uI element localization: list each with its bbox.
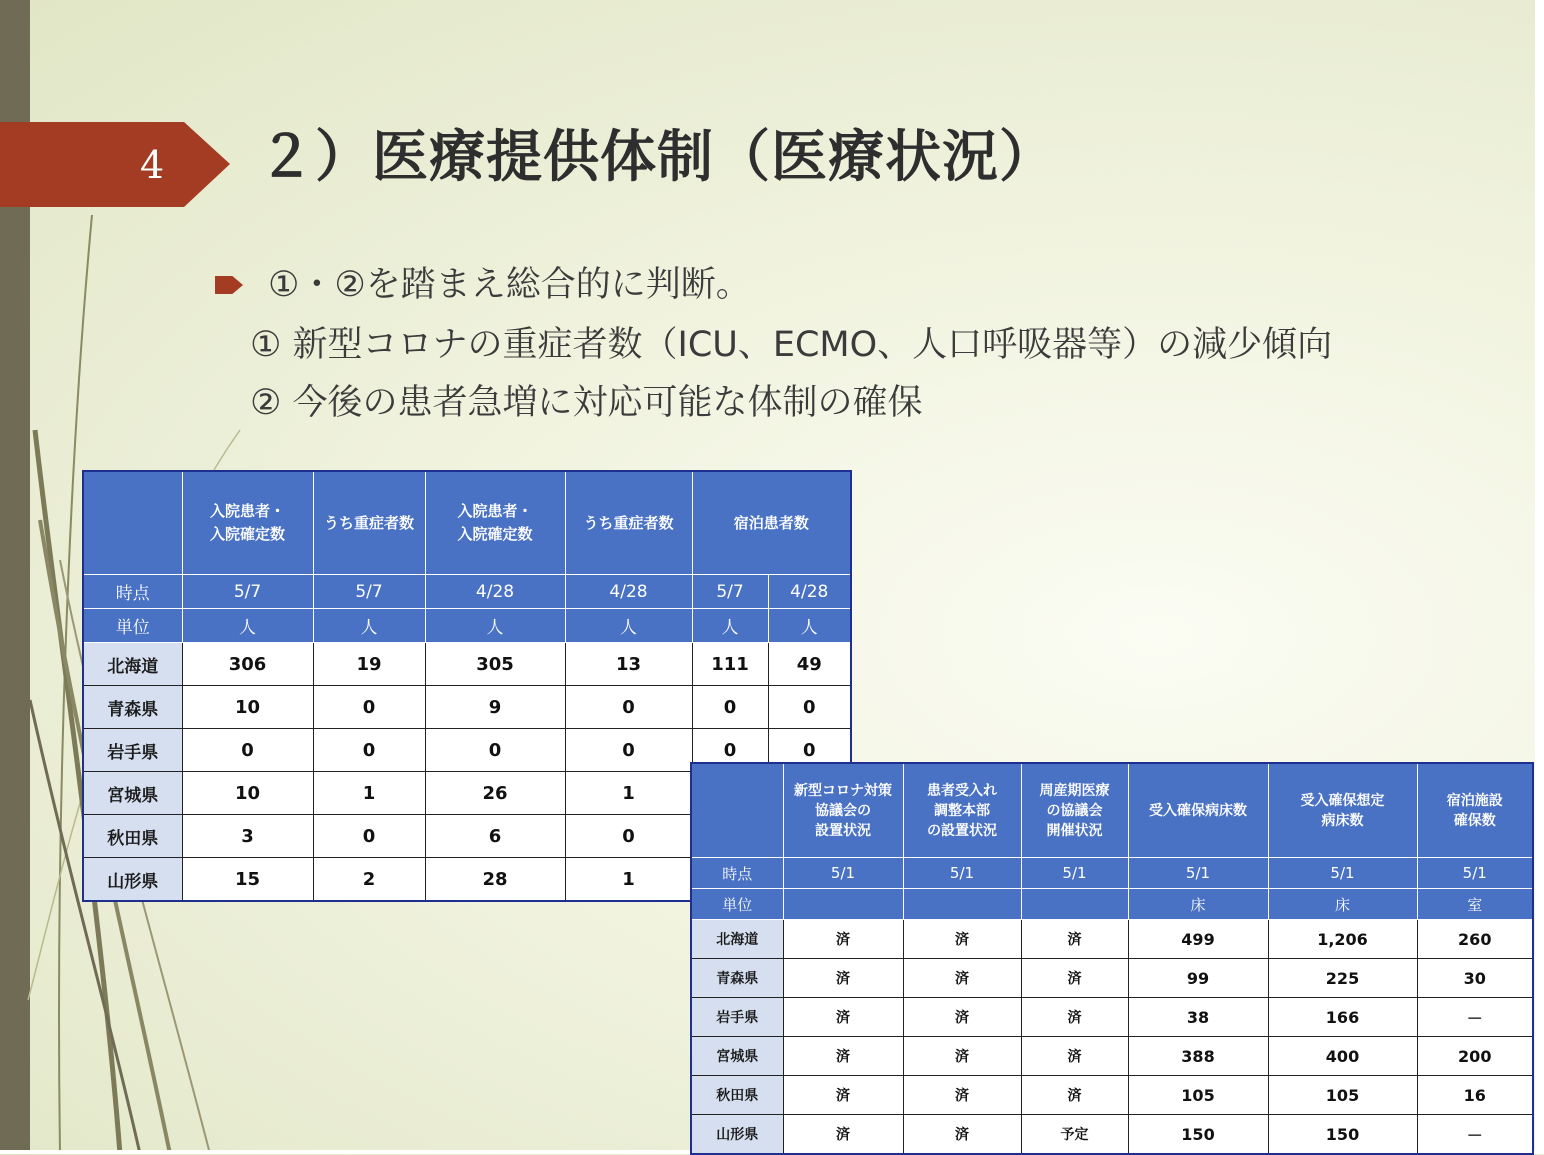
unit-row [691,889,1533,920]
right-edge [1535,0,1544,1154]
unit-cell [1021,889,1128,920]
prefecture-cell: 山形県 [691,1115,783,1155]
value-cell: 150 [1128,1115,1268,1155]
value-cell: 15 [182,858,313,902]
prefecture-cell: 青森県 [83,686,182,729]
value-cell: 2 [313,858,425,902]
unit-label-cell: 単位 [691,889,783,920]
sub-point-2: ② 今後の患者急増に対応可能な体制の確保 [250,383,923,423]
value-cell: 0 [425,729,565,772]
sub-point-1: ① 新型コロナの重症者数（ICU、ECMO、人口呼吸器等）の減少傾向 [250,325,1333,365]
unit-cell [903,889,1021,920]
value-cell: 0 [313,729,425,772]
header-cell: 宿泊患者数 [692,471,851,575]
value-cell: 105 [1128,1076,1268,1115]
unit-cell: 床 [1268,889,1417,920]
value-cell: 済 [1021,1037,1128,1076]
value-cell: 0 [565,686,692,729]
time-cell: 5/7 [692,575,768,609]
value-cell: 26 [425,772,565,815]
value-cell: 499 [1128,920,1268,959]
value-cell: 0 [692,729,768,772]
time-cell: 5/7 [313,575,425,609]
value-cell: 10 [182,772,313,815]
time-cell: 5/1 [783,858,903,889]
value-cell: 306 [182,643,313,686]
value-cell: 305 [425,643,565,686]
value-cell: 0 [313,815,425,858]
time-label-cell: 時点 [83,575,182,609]
value-cell: － [1417,1115,1533,1155]
value-cell: 260 [1417,920,1533,959]
time-cell: 5/1 [1128,858,1268,889]
time-cell: 5/7 [182,575,313,609]
value-cell: 99 [1128,959,1268,998]
value-cell: 200 [1417,1037,1533,1076]
value-cell: 10 [182,686,313,729]
header-cell: 新型コロナ対策 協議会の 設置状況 [783,763,903,858]
header-cell: 入院患者・ 入院確定数 [182,471,313,575]
header-cell: 周産期医療 の協議会 開催状況 [1021,763,1128,858]
value-cell: 105 [1268,1076,1417,1115]
table-row [83,686,851,729]
value-cell: 済 [783,998,903,1037]
value-cell: 済 [783,1037,903,1076]
value-cell: 1 [313,772,425,815]
table-row [691,1037,1533,1076]
value-cell: 150 [1268,1115,1417,1155]
unit-cell: 人 [565,609,692,643]
value-cell: 済 [903,998,1021,1037]
table-row [691,920,1533,959]
value-cell: 済 [1021,959,1128,998]
table-header-row [83,471,851,575]
value-cell: 済 [783,920,903,959]
unit-cell [783,889,903,920]
value-cell: 30 [1417,959,1533,998]
time-cell: 4/28 [768,575,851,609]
prefecture-cell: 北海道 [691,920,783,959]
table-row [691,1076,1533,1115]
time-cell: 5/1 [1021,858,1128,889]
unit-cell: 人 [313,609,425,643]
value-cell: 済 [783,959,903,998]
value-cell: 0 [768,686,851,729]
value-cell: 済 [1021,920,1128,959]
header-cell: 入院患者・ 入院確定数 [425,471,565,575]
value-cell: 済 [903,1037,1021,1076]
prefecture-cell: 青森県 [691,959,783,998]
unit-row [83,609,851,643]
value-cell: 388 [1128,1037,1268,1076]
slide-number: 4 [140,143,165,187]
value-cell: 済 [1021,998,1128,1037]
prefecture-cell: 北海道 [83,643,182,686]
prefecture-cell: 秋田県 [83,815,182,858]
value-cell: 38 [1128,998,1268,1037]
prefecture-cell: 宮城県 [83,772,182,815]
header-cell: 患者受入れ 調整本部 の設置状況 [903,763,1021,858]
slide-number-badge [0,122,230,207]
bullet-text: ①・②を踏まえ総合的に判断。 [268,265,751,305]
slide-title: ２）医療提供体制（医療状況） [258,125,1056,190]
time-row [691,858,1533,889]
value-cell: － [1417,998,1533,1037]
value-cell: 済 [903,920,1021,959]
value-cell: 16 [1417,1076,1533,1115]
header-cell: 受入確保病床数 [1128,763,1268,858]
unit-cell: 人 [692,609,768,643]
time-cell: 4/28 [425,575,565,609]
header-corner [83,471,182,575]
time-row [83,575,851,609]
table-row [691,959,1533,998]
value-cell: 400 [1268,1037,1417,1076]
unit-cell: 床 [1128,889,1268,920]
medical-capacity-table [690,762,1534,1155]
value-cell: 1,206 [1268,920,1417,959]
value-cell: 済 [903,1115,1021,1155]
value-cell: 6 [425,815,565,858]
value-cell: 1 [565,858,692,902]
value-cell: 49 [768,643,851,686]
value-cell: 済 [903,959,1021,998]
value-cell: 済 [903,1076,1021,1115]
value-cell: 1 [565,772,692,815]
value-cell: 9 [425,686,565,729]
unit-cell: 人 [425,609,565,643]
value-cell: 0 [182,729,313,772]
value-cell: 225 [1268,959,1417,998]
value-cell: 予定 [1021,1115,1128,1155]
prefecture-cell: 宮城県 [691,1037,783,1076]
prefecture-cell: 岩手県 [691,998,783,1037]
value-cell: 19 [313,643,425,686]
unit-cell: 室 [1417,889,1533,920]
header-corner [691,763,783,858]
value-cell: 166 [1268,998,1417,1037]
unit-cell: 人 [182,609,313,643]
unit-cell: 人 [768,609,851,643]
value-cell: 13 [565,643,692,686]
value-cell: 0 [565,729,692,772]
prefecture-cell: 山形県 [83,858,182,902]
header-cell: 宿泊施設 確保数 [1417,763,1533,858]
header-cell: うち重症者数 [313,471,425,575]
value-cell: 0 [768,729,851,772]
unit-label-cell: 単位 [83,609,182,643]
table-header-row [691,763,1533,858]
value-cell: 0 [692,686,768,729]
header-cell: うち重症者数 [565,471,692,575]
prefecture-cell: 秋田県 [691,1076,783,1115]
table-row [83,643,851,686]
value-cell: 済 [783,1115,903,1155]
value-cell: 28 [425,858,565,902]
time-label-cell: 時点 [691,858,783,889]
value-cell: 0 [313,686,425,729]
value-cell: 済 [783,1076,903,1115]
value-cell: 0 [565,815,692,858]
time-cell: 4/28 [565,575,692,609]
time-cell: 5/1 [903,858,1021,889]
time-cell: 5/1 [1268,858,1417,889]
table-row [691,1115,1533,1155]
value-cell: 3 [182,815,313,858]
value-cell: 111 [692,643,768,686]
table-row [691,998,1533,1037]
header-cell: 受入確保想定 病床数 [1268,763,1417,858]
prefecture-cell: 岩手県 [83,729,182,772]
value-cell: 済 [1021,1076,1128,1115]
time-cell: 5/1 [1417,858,1533,889]
